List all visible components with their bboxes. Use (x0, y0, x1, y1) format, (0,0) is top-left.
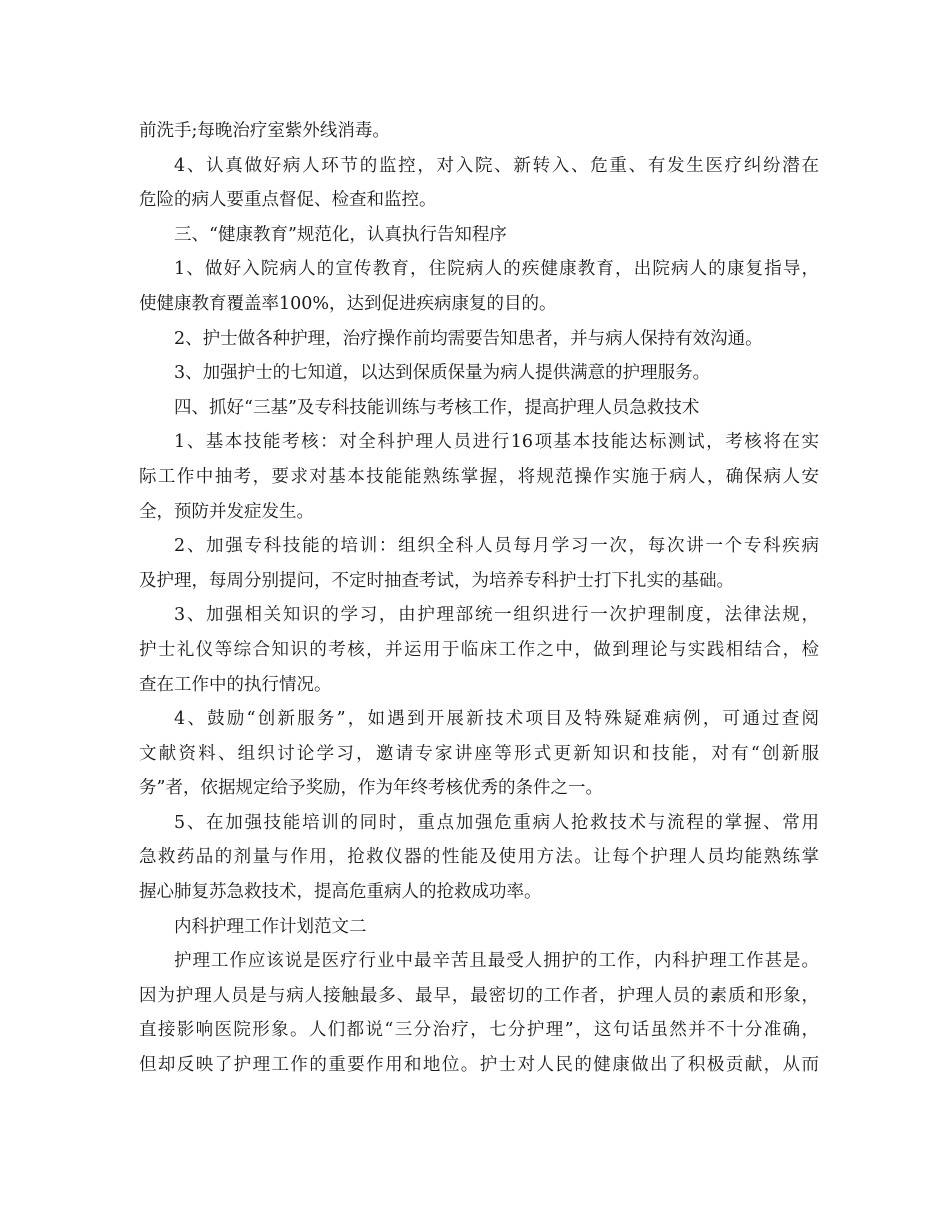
text-line: 护士礼仪等综合知识的考核，并运用于临床工作之中，做到理论与实践相结合，检 (139, 639, 819, 660)
text-line: 3、加强护士的七知道，以达到保质保量为病人提供满意的护理服务。 (174, 363, 711, 384)
text-line: 全，预防并发症发生。 (139, 501, 314, 522)
text-line: 急救药品的剂量与作用，抢救仪器的性能及使用方法。让每个护理人员均能熟练掌 (139, 847, 819, 868)
text-line: 2、护士做各种护理，治疗操作前均需要告知患者，并与病人保持有效沟通。 (174, 328, 763, 349)
text-line: 及护理，每周分别提问，不定时抽查考试，为培养专科护士打下扎实的基础。 (139, 570, 734, 591)
text-line: 4、认真做好病人环节的监控，对入院、新转入、危重、有发生医疗纠纷潜在 (174, 155, 819, 176)
text-line: 危险的病人要重点督促、检查和监控。 (139, 190, 437, 211)
text-line: 因为护理人员是与病人接触最多、最早，最密切的工作者，护理人员的素质和形象， (139, 985, 819, 1006)
text-line: 务”者，依据规定给予奖励，作为年终考核优秀的条件之一。 (139, 778, 603, 799)
text-line: 3、加强相关知识的学习，由护理部统一组织进行一次护理制度，法律法规， (174, 605, 819, 626)
text-line: 使健康教育覆盖率100%，达到促进疾病康复的目的。 (139, 293, 557, 314)
section-heading: 四、抓好“三基”及专科技能训练与考核工作，提高护理人员急救技术 (174, 397, 700, 418)
text-line: 查在工作中的执行情况。 (139, 674, 332, 695)
text-line: 5、在加强技能培训的同时，重点加强危重病人抢救技术与流程的掌握、常用 (174, 812, 819, 833)
text-line: 1、基本技能考核：对全科护理人员进行16项基本技能达标测试，考核将在实 (174, 432, 819, 453)
text-line: 文献资料、组织讨论学习，邀请专家讲座等形式更新知识和技能，对有“创新服 (139, 743, 819, 764)
section-heading: 三、“健康教育”规范化，认真执行告知程序 (174, 224, 507, 245)
document-body (139, 114, 819, 1083)
text-line: 1、做好入院病人的宣传教育，住院病人的疾健康教育，出院病人的康复指导， (174, 259, 819, 280)
article-title: 内科护理工作计划范文二 (174, 916, 367, 937)
text-line: 际工作中抽考，要求对基本技能能熟练掌握，将规范操作实施于病人，确保病人安 (139, 466, 819, 487)
text-line: 2、加强专科技能的培训：组织全科人员每月学习一次，每次讲一个专科疾病 (174, 536, 819, 557)
text-line: 4、鼓励“创新服务”，如遇到开展新技术项目及特殊疑难病例，可通过查阅 (174, 709, 819, 730)
text-line: 前洗手;每晚治疗室紫外线消毒。 (139, 121, 390, 141)
text-line: 握心肺复苏急救技术，提高危重病人的抢救成功率。 (139, 882, 542, 903)
text-line: 但却反映了护理工作的重要作用和地位。护士对人民的健康做出了积极贡献，从而 (139, 1055, 819, 1076)
text-line: 护理工作应该说是医疗行业中最辛苦且最受人拥护的工作，内科护理工作甚是。 (174, 951, 819, 972)
text-line: 直接影响医院形象。人们都说“三分治疗，七分护理”，这句话虽然并不十分准确， (139, 1020, 819, 1041)
